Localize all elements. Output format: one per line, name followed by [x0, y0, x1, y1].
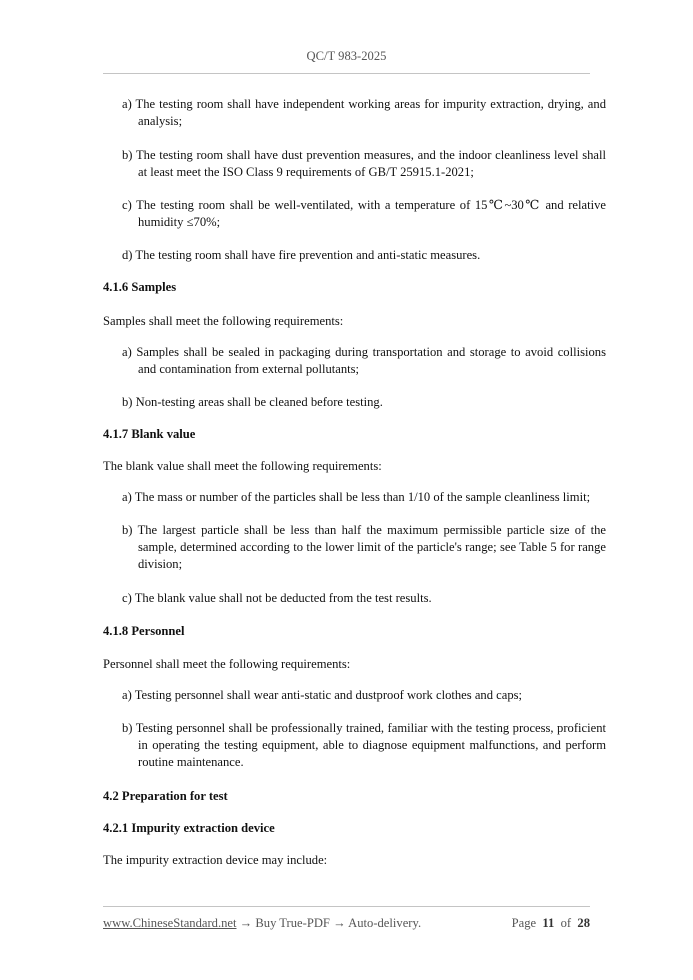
subsection-heading: 4.2.1 Impurity extraction device	[103, 821, 275, 835]
list-item: b) Testing personnel shall be professionally trained, familiar with the testing process, proficient in operating the testing equipment, able to diagnose equipment malfunctions, and perform routine maintenance.	[122, 721, 606, 769]
list-item: b) Non-testing areas shall be cleaned before testing.	[122, 395, 383, 409]
paragraph: The impurity extraction device may include:	[103, 853, 328, 867]
list-item: c) The testing room shall be well-ventilated, with a temperature of 15℃~30℃ and relative humidity ≤70%;	[122, 198, 606, 229]
section-heading: 4.1.6 Samples	[103, 280, 177, 294]
footer-promo	[103, 916, 421, 931]
list-item: b) The largest particle shall be less than half the maximum permissible particle size of the sample, determined according to the lower limit of the particle's range; see Table 5 for range division;	[122, 523, 606, 571]
page-label: Page	[511, 916, 537, 930]
list-item: a) The testing room shall have independent working areas for impurity extraction, drying, and analysis;	[122, 97, 606, 128]
website-link[interactable]: www.ChineseStandard.net	[103, 916, 237, 930]
section-heading: 4.1.7 Blank value	[103, 427, 196, 441]
section-heading: 4.1.8 Personnel	[103, 624, 185, 638]
footer-promo-text: → Buy True-PDF → Auto-delivery.	[236, 916, 422, 930]
list-item: a) Samples shall be sealed in packaging during transportation and storage to avoid collisions and contamination from external pollutants;	[122, 345, 606, 376]
total-pages: 28	[577, 916, 590, 930]
paragraph: Personnel shall meet the following requirements:	[103, 657, 351, 671]
footer-divider	[103, 906, 590, 907]
document-id-header: QC/T 983-2025	[306, 49, 387, 63]
section-heading: 4.2 Preparation for test	[103, 789, 228, 803]
list-item: b) The testing room shall have dust prevention measures, and the indoor cleanliness level shall at least meet the ISO Class 9 requirements of GB/T 25915.1-2021;	[122, 148, 606, 179]
paragraph: The blank value shall meet the following requirements:	[103, 459, 382, 473]
page-number	[512, 916, 590, 931]
page-footer	[103, 916, 590, 931]
header-divider	[103, 73, 590, 74]
of-label: of	[560, 916, 572, 930]
list-item: a) The mass or number of the particles shall be less than 1/10 of the sample cleanliness limit;	[122, 490, 591, 504]
list-item: a) Testing personnel shall wear anti-static and dustproof work clothes and caps;	[122, 688, 523, 702]
current-page: 11	[542, 916, 555, 930]
paragraph: Samples shall meet the following requirements:	[103, 314, 344, 328]
list-item: c) The blank value shall not be deducted from the test results.	[122, 591, 432, 605]
list-item: d) The testing room shall have fire prevention and anti-static measures.	[122, 248, 481, 262]
